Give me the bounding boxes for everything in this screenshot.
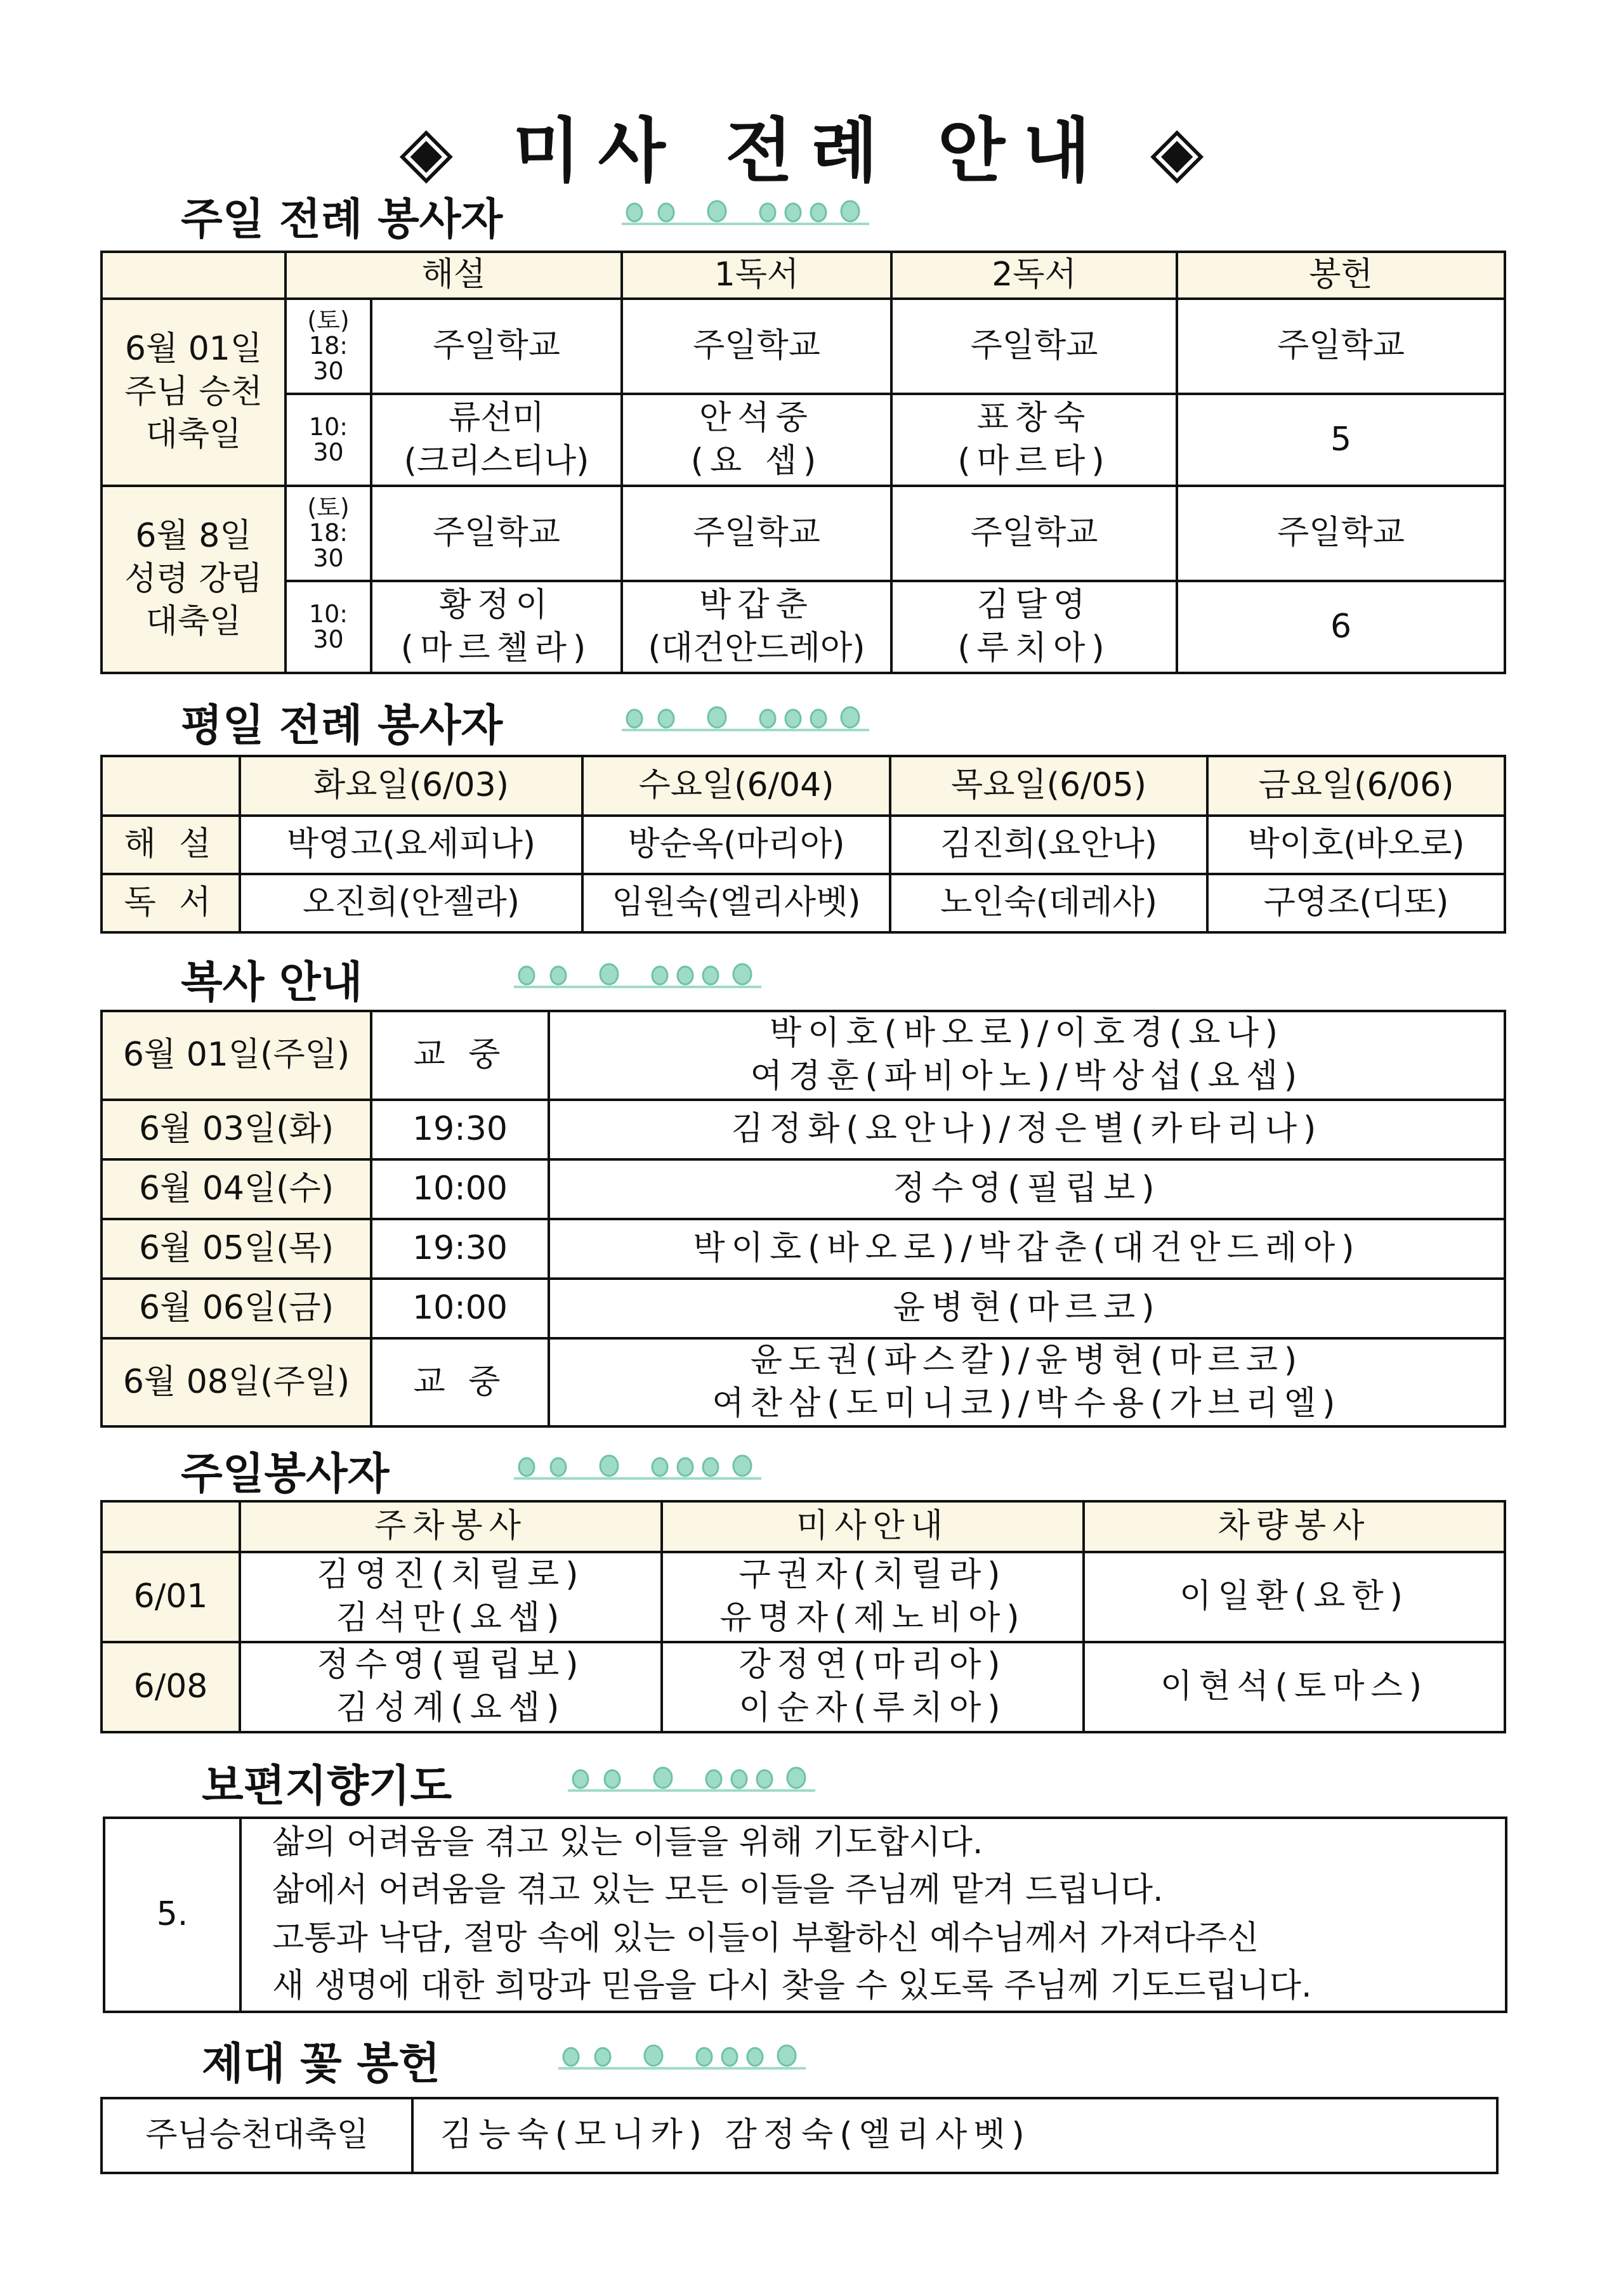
flower-decoration: [501, 1448, 774, 1486]
volunteers-heading: 주일봉사자: [181, 1449, 390, 1499]
sunday-date-cell: 6월 01일 주님 승천 대축일: [102, 299, 285, 486]
mass-time: 10: 30: [285, 581, 371, 673]
altar-time: 10:00: [371, 1159, 549, 1219]
flowers-label: 주님승천대축일: [102, 2098, 412, 2173]
header-mass-guide: 미사안내: [662, 1501, 1084, 1552]
mass-guide-cell: 강정연(마리아) 이순자(루치아): [662, 1642, 1084, 1732]
volunteers-table: [100, 1500, 1506, 1733]
reading2-cell: 김달영 (루치아): [891, 581, 1177, 673]
weekday-cell: 김진희(요안나): [890, 816, 1207, 874]
mass-time: (토) 18: 30: [285, 486, 371, 581]
reading2-cell: 표창숙 (마르타): [891, 394, 1177, 486]
flower-decoration: [609, 193, 882, 232]
altar-servers: 정수영(필립보): [549, 1159, 1505, 1219]
corner-cell: [102, 756, 240, 816]
weekday-table: [100, 755, 1506, 934]
header-vehicle: 차량봉사: [1084, 1501, 1505, 1552]
volunteer-date: 6/08: [102, 1642, 240, 1732]
header-thursday: 목요일(6/05): [890, 756, 1207, 816]
altar-date: 6월 08일(주일): [102, 1338, 371, 1426]
altar-time: 19:30: [371, 1219, 549, 1279]
offering-cell: 주일학교: [1177, 299, 1505, 394]
prayer-number: 5.: [104, 1818, 240, 2012]
sunday-heading: 주일 전례 봉사자: [181, 195, 503, 245]
flower-decoration: [501, 956, 774, 995]
corner-cell: [102, 252, 285, 299]
weekday-heading: 평일 전례 봉사자: [181, 701, 503, 751]
altar-servers: 김정화(요안나)/정은별(카타리나): [549, 1100, 1505, 1159]
commentary-cell: 황정이 (마르첼라): [371, 581, 622, 673]
prayer-table: [103, 1817, 1507, 2013]
offering-cell: 5: [1177, 394, 1505, 486]
flowers-names: 김능숙(모니카) 감정숙(엘리사벳): [412, 2098, 1497, 2173]
mass-time: 10: 30: [285, 394, 371, 486]
mass-time: (토) 18: 30: [285, 299, 371, 394]
prayer-heading: 보편지향기도: [202, 1761, 452, 1811]
reading2-cell: 주일학교: [891, 486, 1177, 581]
weekday-cell: 구영조(디또): [1207, 874, 1505, 932]
page-title: ◈ 미사 전례 안내 ◈: [399, 110, 1222, 192]
vehicle-cell: 이일환(요한): [1084, 1552, 1505, 1642]
offering-cell: 6: [1177, 581, 1505, 673]
header-parking: 주차봉사: [240, 1501, 662, 1552]
altar-time: 교 중: [371, 1338, 549, 1426]
reading1-cell: 박갑춘 (대건안드레아): [622, 581, 891, 673]
prayer-text: 삶의 어려움을 겪고 있는 이들을 위해 기도합시다. 삶에서 어려움을 겪고 있는 모든 이들을 주님께 맡겨 드립니다. 고통과 낙담, 절망 속에 있는 이들이 부활하신 예수님께서 가져다주신 새 생명에 대한 희망과 믿음을 다시 찾을 수 있도록 주님께 기도드립니다.: [240, 1818, 1506, 2012]
sunday-date-cell: 6월 8일 성령 강림 대축일: [102, 486, 285, 673]
reading2-cell: 주일학교: [891, 299, 1177, 394]
weekday-cell: 방순옥(마리아): [582, 816, 890, 874]
header-offering: 봉헌: [1177, 252, 1505, 299]
header-tuesday: 화요일(6/03): [240, 756, 582, 816]
parking-cell: 정수영(필립보) 김성계(요셉): [240, 1642, 662, 1732]
altar-servers: 박이호(바오로)/박갑춘(대건안드레아): [549, 1219, 1505, 1279]
altar-date: 6월 03일(화): [102, 1100, 371, 1159]
parking-cell: 김영진(치릴로) 김석만(요셉): [240, 1552, 662, 1642]
altar-servers: 윤병현(마르코): [549, 1279, 1505, 1338]
weekday-cell: 오진희(안젤라): [240, 874, 582, 932]
corner-cell: [102, 1501, 240, 1552]
commentary-cell: 주일학교: [371, 299, 622, 394]
altar-table: [100, 1010, 1506, 1428]
header-friday: 금요일(6/06): [1207, 756, 1505, 816]
row-label-reading: 독 서: [102, 874, 240, 932]
header-reading2: 2독서: [891, 252, 1177, 299]
header-reading1: 1독서: [622, 252, 891, 299]
altar-date: 6월 06일(금): [102, 1279, 371, 1338]
altar-date: 6월 05일(목): [102, 1219, 371, 1279]
commentary-cell: 류선미 (크리스티나): [371, 394, 622, 486]
altar-servers: 윤도권(파스칼)/윤병현(마르코) 여찬삼(도미니코)/박수용(가브리엘): [549, 1338, 1505, 1426]
flower-decoration: [555, 1760, 828, 1798]
weekday-cell: 임원숙(엘리사벳): [582, 874, 890, 932]
altar-servers: 박이호(바오로)/이호경(요나) 여경훈(파비아노)/박상섭(요셉): [549, 1011, 1505, 1100]
commentary-cell: 주일학교: [371, 486, 622, 581]
header-wednesday: 수요일(6/04): [582, 756, 890, 816]
header-commentary: 해설: [285, 252, 622, 299]
reading1-cell: 안석중 (요 셉): [622, 394, 891, 486]
altar-time: 19:30: [371, 1100, 549, 1159]
reading1-cell: 주일학교: [622, 486, 891, 581]
flower-decoration: [546, 2038, 818, 2076]
altar-date: 6월 04일(수): [102, 1159, 371, 1219]
flowers-heading: 제대 꽃 봉헌: [202, 2039, 440, 2089]
vehicle-cell: 이현석(토마스): [1084, 1642, 1505, 1732]
flowers-table: [100, 2097, 1499, 2174]
weekday-cell: 박영고(요세피나): [240, 816, 582, 874]
volunteer-date: 6/01: [102, 1552, 240, 1642]
offering-cell: 주일학교: [1177, 486, 1505, 581]
weekday-cell: 노인숙(데레사): [890, 874, 1207, 932]
weekday-cell: 박이호(바오로): [1207, 816, 1505, 874]
altar-heading: 복사 안내: [181, 958, 363, 1008]
row-label-commentary: 해 설: [102, 816, 240, 874]
flower-decoration: [609, 700, 882, 738]
mass-guide-cell: 구권자(치릴라) 유명자(제노비아): [662, 1552, 1084, 1642]
altar-date: 6월 01일(주일): [102, 1011, 371, 1100]
reading1-cell: 주일학교: [622, 299, 891, 394]
altar-time: 10:00: [371, 1279, 549, 1338]
sunday-table: [100, 251, 1506, 674]
altar-time: 교 중: [371, 1011, 549, 1100]
